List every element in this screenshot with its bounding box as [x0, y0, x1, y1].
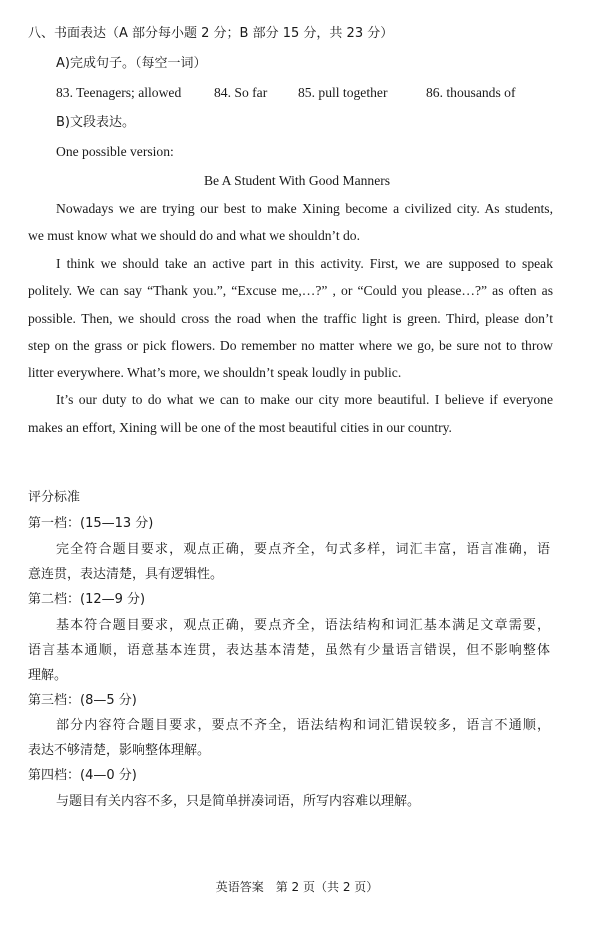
answer-83: 83. Teenagers; allowed	[56, 85, 182, 100]
answer-84: 84. So far	[214, 85, 268, 100]
part-a-label: A)完成句子。（每空一词）	[56, 56, 207, 71]
tier-label: 第二档：(12—9 分)	[28, 592, 146, 607]
essay-line: we must know what we should do and what we shouldn’t do.	[28, 228, 361, 243]
grading-title: 评分标准	[28, 490, 81, 505]
essay-line: I think we should take an active part in this activity. First, we are supposed to speak	[56, 256, 553, 271]
answer-85: 85. pull together	[298, 85, 388, 100]
version-label: One possible version:	[56, 144, 174, 159]
essay-line: possible. Then, we should cross the road when the traffic light is green. Third, please don’t	[28, 311, 553, 326]
essay-line: makes an effort, Xining will be one of the most beautiful cities in our country.	[28, 420, 452, 435]
essay-line: step on the grass or pick flowers. Do remember no matter where we go, be sure not to throw	[28, 338, 553, 353]
tier-desc: 意连贯，表达清楚，具有逻辑性。	[28, 567, 224, 582]
tier-desc: 表达不够清楚，影响整体理解。	[28, 743, 211, 758]
tier-label: 第四档：(4—0 分)	[28, 768, 137, 783]
tier-label: 第三档：(8—5 分)	[28, 693, 137, 708]
essay-line: Nowadays we are trying our best to make Xining become a civilized city. As students,	[56, 201, 553, 216]
section-heading: 八、书面表达（A 部分每小题 2 分；B 部分 15 分，共 23 分）	[28, 26, 394, 41]
part-b-label: B)文段表达。	[56, 115, 135, 130]
answer-row	[56, 85, 516, 101]
tier-desc: 完全符合题目要求，观点正确，要点齐全，句式多样，词汇丰富，语言准确，语	[56, 542, 550, 557]
essay-line: politely. We can say “Thank you.”, “Excuse me,…?” , or “Could you please…?” as often as	[28, 283, 553, 298]
essay-line: It’s our duty to do what we can to make our city more beautiful. I believe if everyone	[56, 392, 553, 407]
essay-line: litter everywhere. What’s more, we shouldn’t speak loudly in public.	[28, 365, 402, 380]
essay-title: Be A Student With Good Manners	[203, 173, 391, 188]
tier-desc: 部分内容符合题目要求，要点不齐全，语法结构和词汇错误较多，语言不通顺，	[56, 718, 550, 733]
tier-desc: 理解。	[28, 668, 68, 683]
answer-86: 86. thousands of	[426, 85, 516, 100]
tier-desc: 基本符合题目要求，观点正确，要点齐全，语法结构和词汇基本满足文章需要，	[56, 618, 550, 633]
page-footer: 英语答案 第 2 页（共 2 页）	[215, 880, 379, 894]
tier-label: 第一档：(15—13 分)	[28, 516, 154, 531]
tier-desc: 语言基本通顺，语意基本连贯，表达基本清楚，虽然有少量语言错误，但不影响整体	[28, 643, 550, 658]
tier-desc: 与题目有关内容不多，只是简单拼凑词语，所写内容难以理解。	[56, 794, 421, 809]
